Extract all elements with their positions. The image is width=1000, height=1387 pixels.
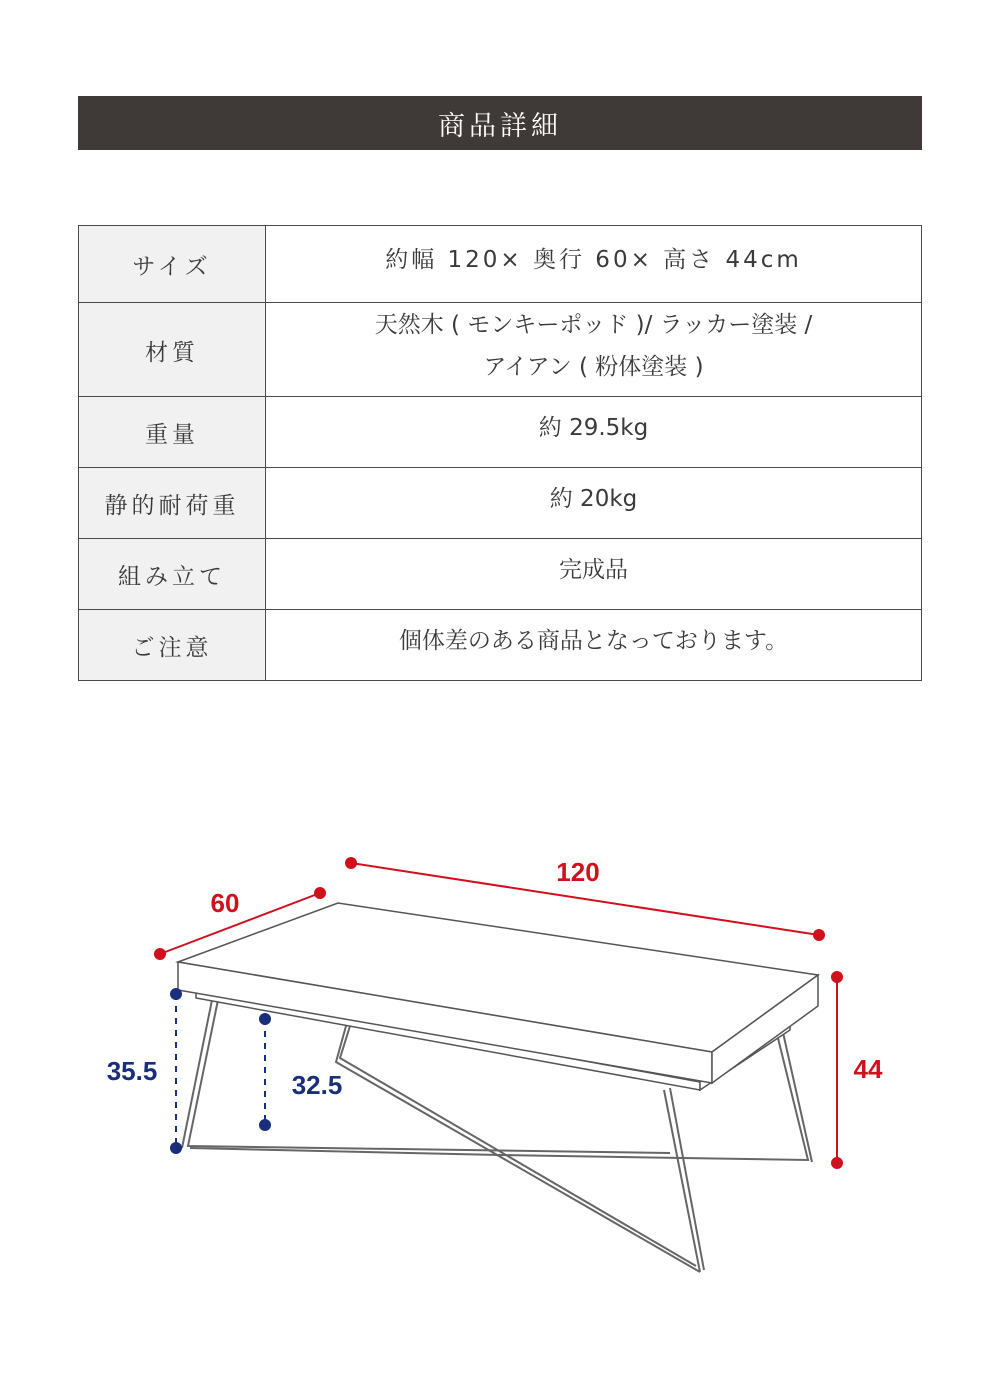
dimension-dot <box>171 1143 181 1153</box>
table-top <box>178 903 818 1083</box>
table-row <box>79 610 922 681</box>
spec-label: 材質 <box>79 303 266 397</box>
spec-label: 静的耐荷重 <box>79 468 266 539</box>
section-header <box>78 96 922 150</box>
dimension-dot <box>315 888 325 898</box>
spec-table <box>78 225 922 681</box>
depth-label: 60 <box>210 888 240 918</box>
spec-value <box>266 226 922 303</box>
spec-value <box>266 397 922 468</box>
frame-height-label: 35.5 <box>106 1056 158 1086</box>
table-row <box>79 468 922 539</box>
clearance-height-label: 32.5 <box>291 1070 343 1100</box>
frame-right-front-leg <box>664 1090 700 1272</box>
frame-right-back-leg-inner <box>782 1028 812 1162</box>
spec-value <box>266 610 922 681</box>
section-title: 商品詳細 <box>438 110 562 142</box>
spec-label: サイズ <box>79 226 266 303</box>
dimension-dot <box>832 972 842 982</box>
spec-value-line: 約 29.5kg <box>538 415 649 441</box>
height-label: 44 <box>853 1054 883 1084</box>
table-row <box>79 397 922 468</box>
spec-label: ご注意 <box>79 610 266 681</box>
frame-right-front-leg-inner <box>670 1088 704 1270</box>
dimension-dot <box>260 1014 270 1024</box>
table-dimension-diagram <box>0 830 1000 1290</box>
frame-left-leg-inner <box>182 1000 212 1148</box>
dimension-dot <box>346 858 356 868</box>
dimension-dot <box>155 949 165 959</box>
dimension-dot <box>814 930 824 940</box>
spec-value-line: 個体差のある商品となっております。 <box>398 628 789 654</box>
spec-value <box>266 539 922 610</box>
spec-value <box>266 468 922 539</box>
spec-value <box>266 303 922 397</box>
width-label: 120 <box>556 857 600 887</box>
spec-value-line: 約幅 120× 奥行 60× 高さ 44cm <box>385 247 802 273</box>
spec-value-line: 約 20kg <box>549 486 638 512</box>
table-row <box>79 303 922 397</box>
dimension-dot <box>832 1158 842 1168</box>
dimension-dot <box>260 1120 270 1130</box>
dimension-dot <box>171 989 181 999</box>
table-row <box>79 539 922 610</box>
spec-value-line: アイアン ( 粉体塗装 ) <box>483 353 704 380</box>
spec-label: 組み立て <box>79 539 266 610</box>
spec-label: 重量 <box>79 397 266 468</box>
spec-value-line: 天然木 ( モンキーポッド )/ ラッカー塗装 / <box>374 311 813 338</box>
spec-value-line: 完成品 <box>559 557 628 583</box>
table-row <box>79 226 922 303</box>
